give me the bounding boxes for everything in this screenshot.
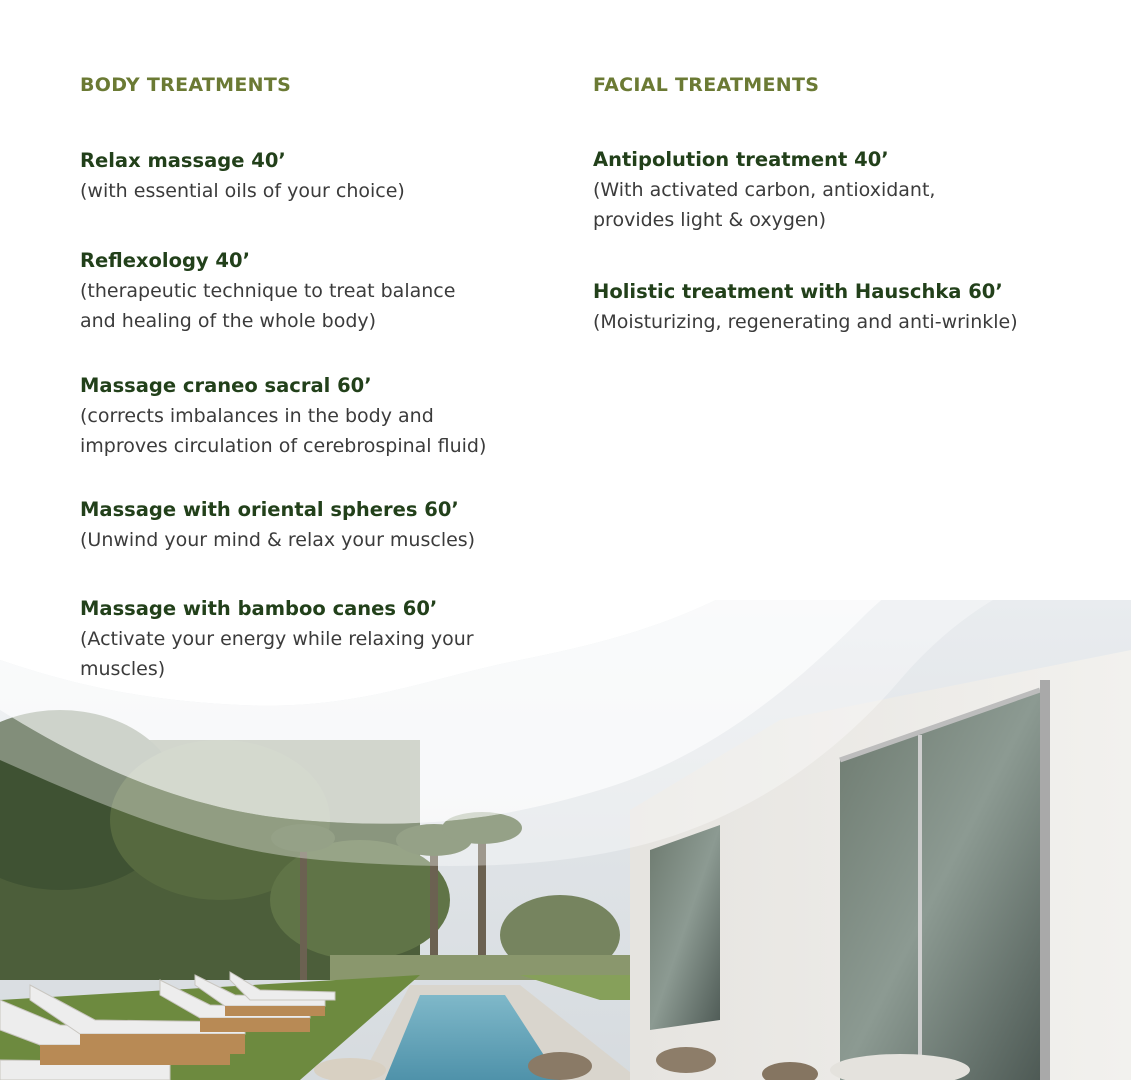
treatment-description: (therapeutic technique to treat balance [80, 280, 456, 302]
treatment-title: Reflexology 40’ [80, 249, 250, 272]
treatment-item [593, 277, 1018, 337]
treatment-item [80, 371, 486, 461]
treatment-item [80, 246, 455, 336]
treatment-item [80, 495, 475, 555]
treatment-description: (corrects imbalances in the body and [80, 405, 434, 427]
treatment-title: Relax massage 40’ [80, 149, 286, 172]
treatment-title: Holistic treatment with Hauschka 60’ [593, 280, 1003, 303]
treatment-title: Antipolution treatment 40’ [593, 148, 889, 171]
treatment-title: Massage with bamboo canes 60’ [80, 597, 438, 620]
treatment-description: improves circulation of cerebrospinal fluid) [80, 435, 487, 457]
treatment-item [593, 145, 935, 235]
treatment-description: (Unwind your mind & relax your muscles) [80, 529, 476, 551]
treatment-title: Massage with oriental spheres 60’ [80, 498, 459, 521]
facial-treatments-heading: FACIAL TREATMENTS [593, 74, 820, 96]
treatment-description: muscles) [80, 658, 166, 680]
treatment-description: and healing of the whole body) [80, 310, 377, 332]
treatment-description: provides light & oxygen) [593, 209, 827, 231]
treatment-item [80, 146, 405, 206]
treatment-description: (Activate your energy while relaxing your [80, 628, 474, 650]
body-treatments-heading: BODY TREATMENTS [80, 74, 292, 96]
treatment-item [80, 594, 474, 684]
treatment-title: Massage craneo sacral 60’ [80, 374, 372, 397]
treatment-description: (Moisturizing, regenerating and anti-wrinkle) [593, 311, 1018, 333]
treatment-description: (With activated carbon, antioxidant, [593, 179, 936, 201]
treatment-description: (with essential oils of your choice) [80, 180, 405, 202]
